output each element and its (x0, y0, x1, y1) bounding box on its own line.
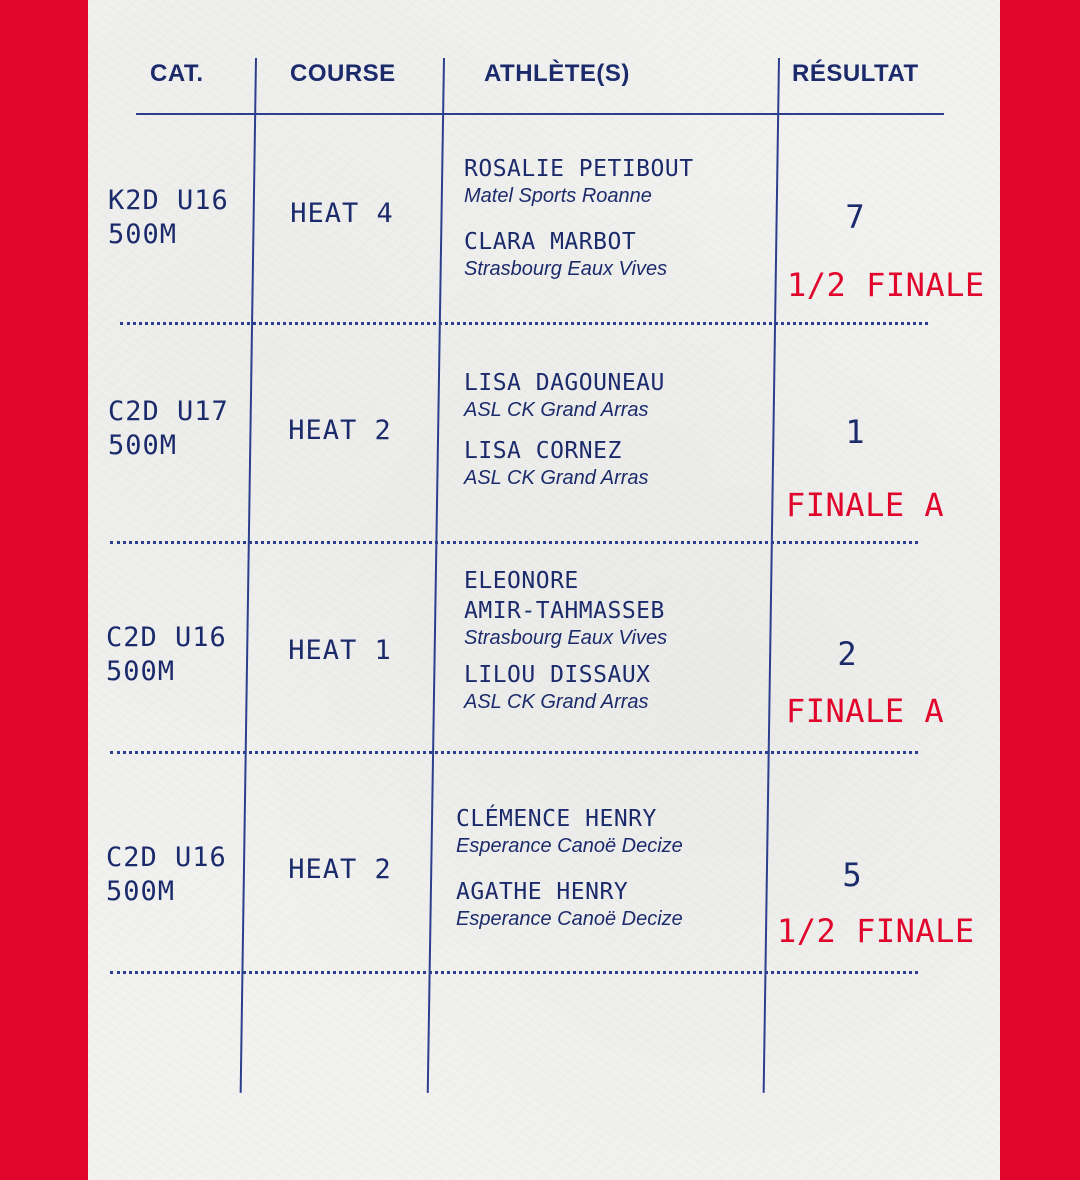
athlete-name: LILOU DISSAUX (464, 662, 651, 688)
header-athletes: ATHLÈTE(S) (484, 60, 630, 87)
distance-line: 500M (108, 430, 178, 461)
result-qualification: FINALE A (786, 692, 945, 730)
athlete-name: AGATHE HENRY (456, 879, 629, 905)
distance-line: 500M (106, 656, 176, 687)
row-separator-1 (120, 322, 928, 325)
athlete-name: LISA DAGOUNEAU (464, 370, 665, 396)
result-rank: 2 (837, 635, 857, 673)
result-qualification: FINALE A (786, 486, 945, 524)
row-separator-2 (110, 541, 918, 544)
result-rank: 5 (842, 856, 862, 894)
result-rank: 7 (845, 198, 865, 236)
distance-line: 500M (108, 219, 178, 250)
distance-line: 500M (106, 876, 176, 907)
athlete-club: Matel Sports Roanne (464, 185, 652, 207)
row-category (108, 395, 229, 463)
athlete-club: Strasbourg Eaux Vives (464, 258, 668, 280)
athlete-name: LISA CORNEZ (464, 438, 622, 464)
athlete-club: Esperance Canoë Decize (456, 835, 683, 857)
row-category (106, 621, 227, 689)
header-cat: CAT. (150, 60, 204, 87)
row-category (108, 184, 229, 252)
athlete-name: CLÉMENCE HENRY (456, 806, 657, 832)
athlete-club: ASL CK Grand Arras (464, 399, 649, 421)
row-course: HEAT 2 (288, 415, 392, 446)
row-course: HEAT 2 (288, 854, 392, 885)
row-course: HEAT 1 (288, 635, 392, 666)
category-line: C2D U17 (108, 396, 229, 427)
category-line: C2D U16 (106, 622, 227, 653)
athlete-name: AMIR-TAHMASSEB (464, 598, 665, 624)
row-category (106, 841, 227, 909)
athlete-club: Esperance Canoë Decize (456, 908, 683, 930)
athlete-club: ASL CK Grand Arras (464, 691, 649, 713)
header-result: RÉSULTAT (792, 60, 919, 87)
athlete-club: ASL CK Grand Arras (464, 467, 649, 489)
category-line: C2D U16 (106, 842, 227, 873)
athlete-name: ELEONORE (464, 568, 579, 594)
row-course: HEAT 4 (290, 198, 394, 229)
row-separator-3 (110, 751, 918, 754)
athlete-name: ROSALIE PETIBOUT (464, 156, 694, 182)
result-qualification: 1/2 FINALE (777, 912, 975, 950)
result-rank: 1 (845, 413, 865, 451)
result-qualification: 1/2 FINALE (787, 266, 985, 304)
category-line: K2D U16 (108, 185, 229, 216)
row-separator-4 (110, 971, 918, 974)
athlete-club: Strasbourg Eaux Vives (464, 627, 668, 649)
header-divider (136, 113, 944, 115)
header-course: COURSE (290, 60, 396, 87)
athlete-name: CLARA MARBOT (464, 229, 637, 255)
